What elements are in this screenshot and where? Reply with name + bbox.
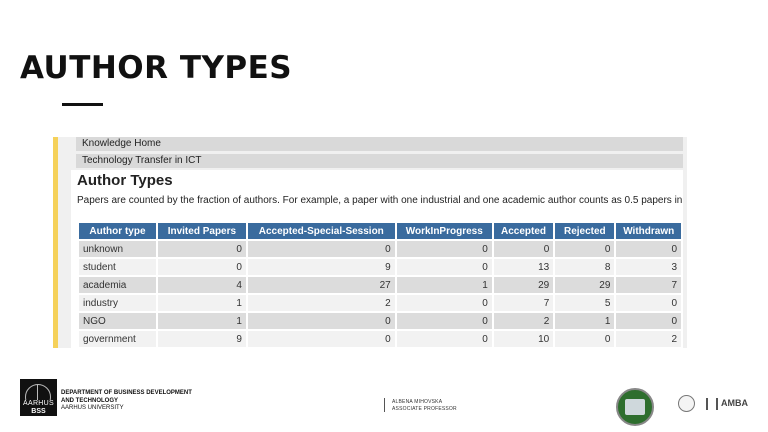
author-types-table	[77, 221, 683, 348]
cell-withdrawn: 0	[616, 295, 681, 311]
department-name	[61, 390, 192, 413]
table-row	[79, 331, 681, 347]
cell-withdrawn: 0	[616, 313, 681, 329]
cell-rejected: 5	[555, 295, 614, 311]
table-row	[79, 277, 681, 293]
cell-work-in-progress: 0	[397, 313, 492, 329]
dept-line-2: AND TECHNOLOGY	[61, 397, 118, 404]
col-header-accepted-special-session: Accepted-Special-Session	[248, 223, 395, 239]
section-heading: Author Types	[77, 172, 173, 189]
seal-icon	[678, 395, 695, 412]
cell-accepted: 7	[494, 295, 553, 311]
amba-text: AMBA	[721, 398, 748, 408]
cell-special-session: 2	[248, 295, 395, 311]
cell-rejected: 0	[555, 241, 614, 257]
cell-rejected: 1	[555, 313, 614, 329]
presenter-info	[392, 399, 457, 413]
cell-rejected: 0	[555, 331, 614, 347]
cell-invited: 9	[158, 331, 246, 347]
col-header-invited-papers: Invited Papers	[158, 223, 246, 239]
cell-accepted: 2	[494, 313, 553, 329]
dept-line-1: DEPARTMENT OF BUSINESS DEVELOPMENT	[61, 390, 192, 396]
cell-accepted: 10	[494, 331, 553, 347]
logo-wheel-icon	[23, 381, 53, 400]
cell-invited: 1	[158, 313, 246, 329]
cell-special-session: 0	[248, 331, 395, 347]
table-row	[79, 295, 681, 311]
cell-rejected: 8	[555, 259, 614, 275]
slide-title: AUTHOR TYPES	[20, 50, 293, 86]
content-area	[71, 170, 683, 348]
cell-special-session: 0	[248, 241, 395, 257]
amba-mark-icon	[706, 398, 718, 410]
cell-work-in-progress: 0	[397, 259, 492, 275]
cell-special-session: 0	[248, 313, 395, 329]
col-header-work-in-progress: WorkInProgress	[397, 223, 492, 239]
presenter-name: ALBENA MIHOVSKA	[392, 399, 443, 405]
table-row	[79, 313, 681, 329]
cell-work-in-progress: 1	[397, 277, 492, 293]
cell-author-type: academia	[79, 277, 156, 293]
amba-logo	[706, 396, 748, 414]
cell-invited: 0	[158, 241, 246, 257]
presenter-title: ASSOCIATE PROFESSOR	[392, 406, 457, 412]
cell-rejected: 29	[555, 277, 614, 293]
cell-invited: 0	[158, 259, 246, 275]
cell-work-in-progress: 0	[397, 331, 492, 347]
logo-subtext: BSS	[31, 408, 46, 415]
cell-special-session: 9	[248, 259, 395, 275]
menu-item-technology-transfer[interactable]: Technology Transfer in ICT	[76, 154, 683, 168]
aarhus-bss-logo	[20, 379, 57, 416]
table-row	[79, 259, 681, 275]
cell-accepted: 13	[494, 259, 553, 275]
menu-item-knowledge-home[interactable]: Knowledge Home	[76, 137, 683, 151]
cell-work-in-progress: 0	[397, 295, 492, 311]
cell-author-type: government	[79, 331, 156, 347]
cell-invited: 4	[158, 277, 246, 293]
embedded-web-panel	[53, 137, 687, 348]
title-underline	[62, 103, 103, 106]
conference-badge-icon	[616, 388, 654, 426]
table-header-row	[79, 223, 681, 239]
cell-special-session: 27	[248, 277, 395, 293]
col-header-rejected: Rejected	[555, 223, 614, 239]
cell-invited: 1	[158, 295, 246, 311]
cell-work-in-progress: 0	[397, 241, 492, 257]
cell-accepted: 29	[494, 277, 553, 293]
section-note: Papers are counted by the fraction of authors. For example, a paper with one industrial and one academic author counts as 0.5 papers in	[77, 195, 683, 206]
cell-author-type: industry	[79, 295, 156, 311]
cell-author-type: student	[79, 259, 156, 275]
table-row	[79, 241, 681, 257]
cell-accepted: 0	[494, 241, 553, 257]
col-header-withdrawn: Withdrawn	[616, 223, 681, 239]
cell-author-type: NGO	[79, 313, 156, 329]
cell-withdrawn: 3	[616, 259, 681, 275]
col-header-author-type: Author type	[79, 223, 156, 239]
footer-divider	[384, 398, 385, 412]
cell-withdrawn: 0	[616, 241, 681, 257]
cell-withdrawn: 7	[616, 277, 681, 293]
dept-line-3: AARHUS UNIVERSITY	[61, 405, 124, 411]
cell-author-type: unknown	[79, 241, 156, 257]
cell-withdrawn: 2	[616, 331, 681, 347]
logo-text: AARHUS	[23, 400, 54, 407]
col-header-accepted: Accepted	[494, 223, 553, 239]
